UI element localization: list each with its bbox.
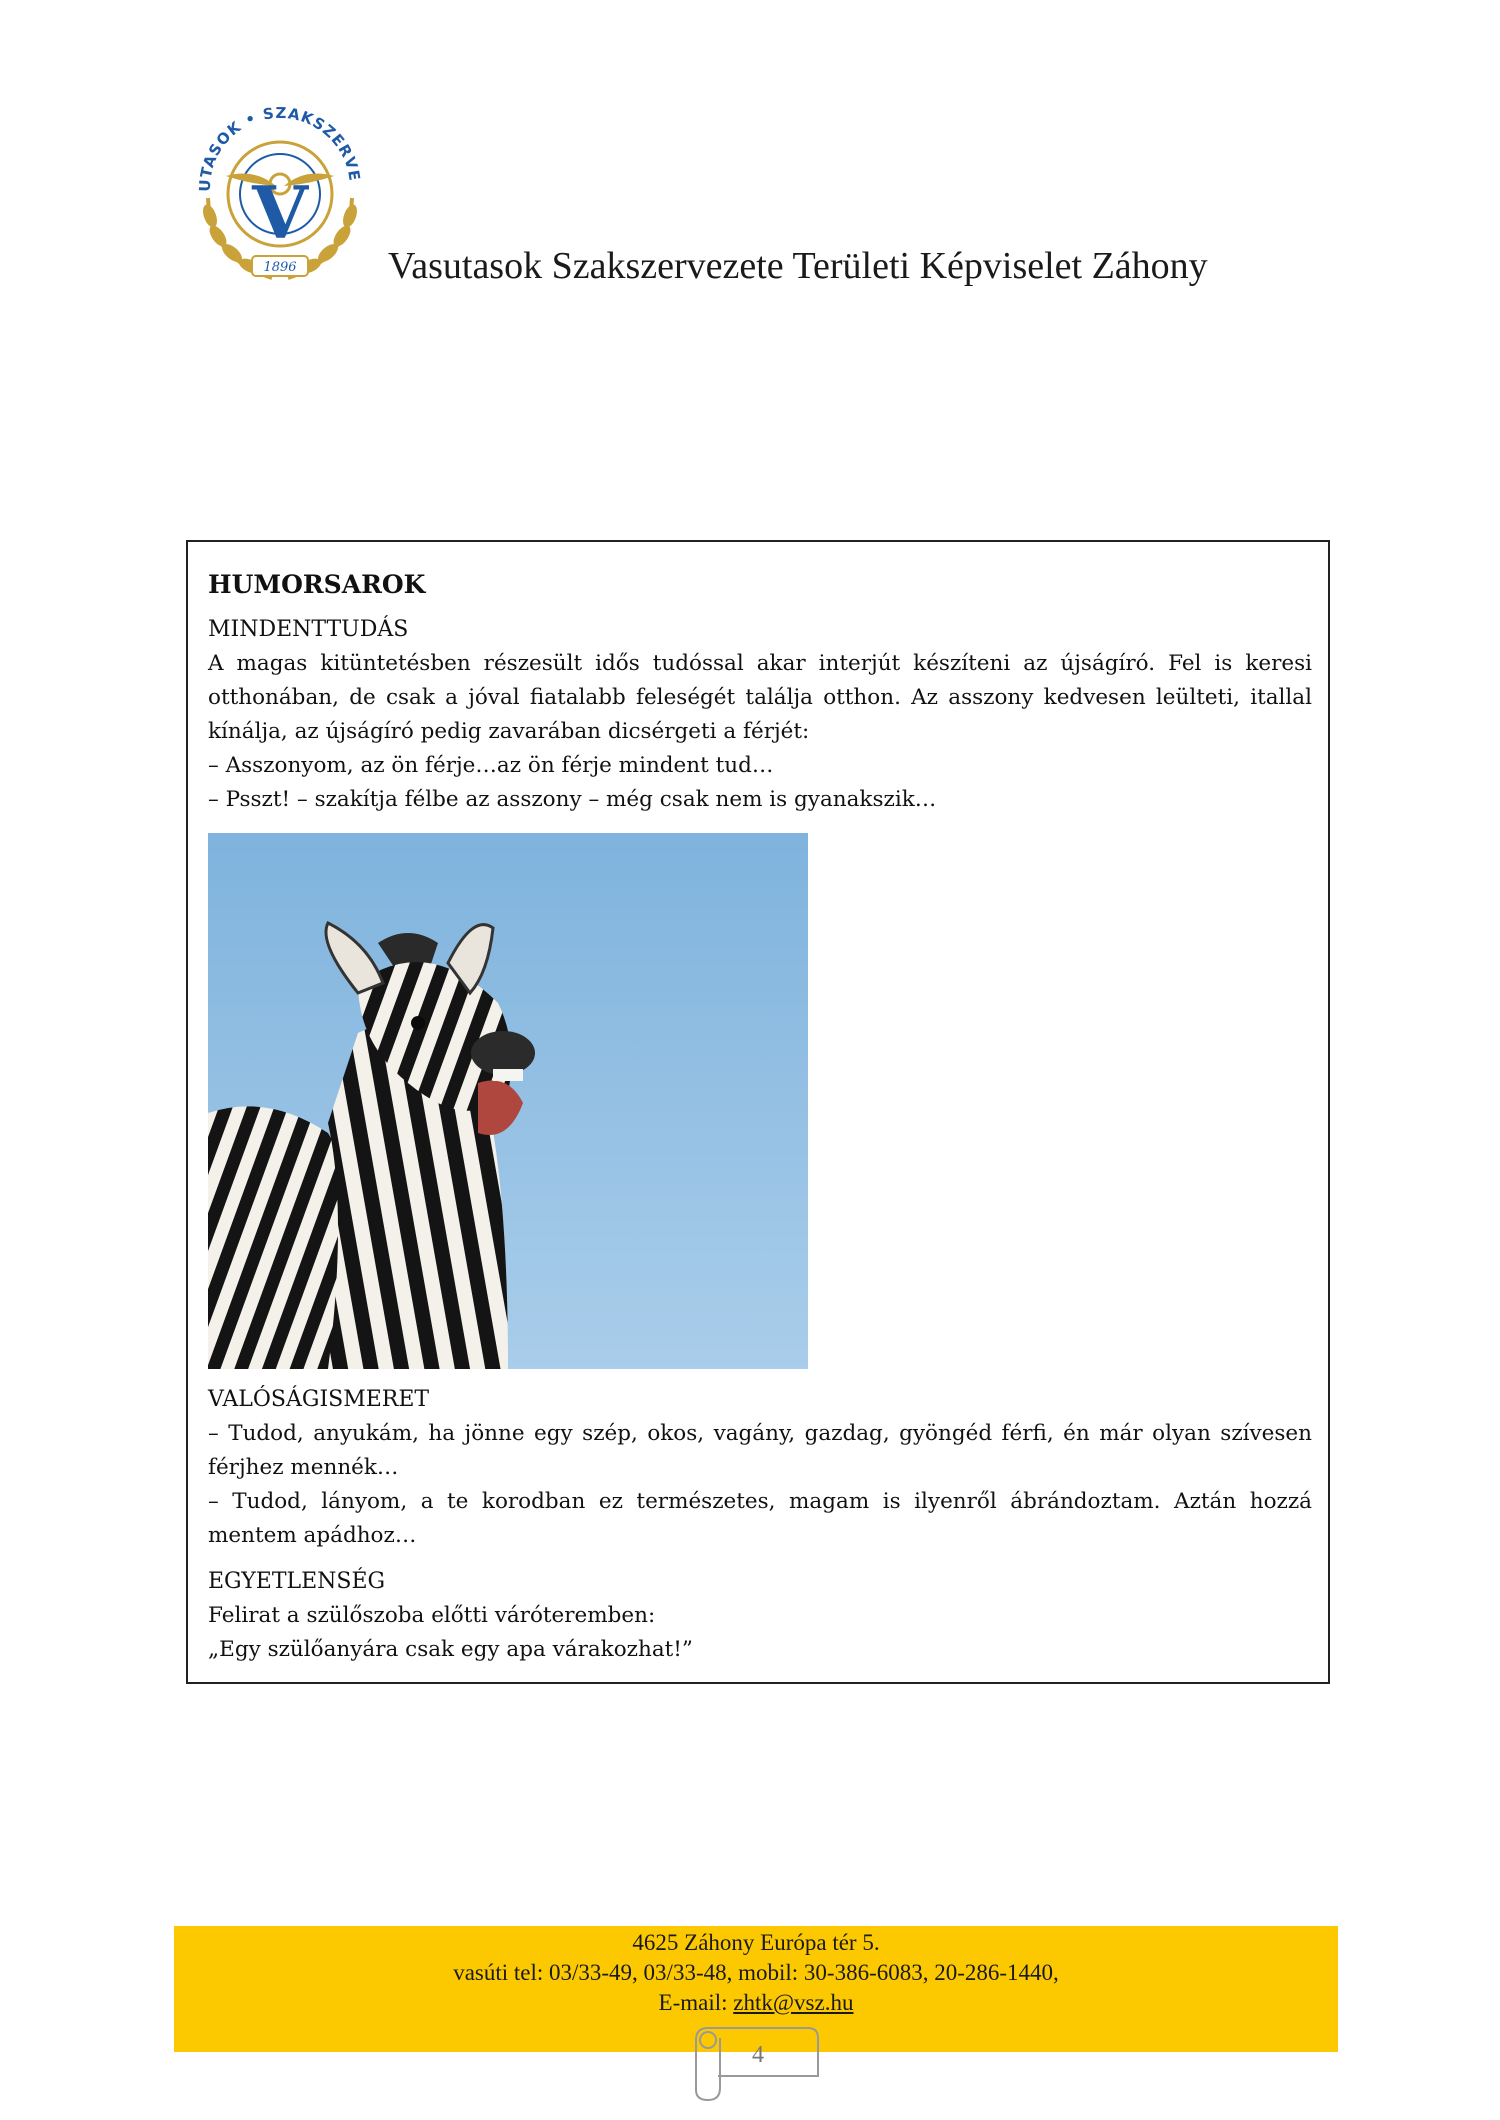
joke1-title: MINDENTTUDÁS xyxy=(208,617,409,642)
joke1-paragraph: A magas kitüntetésben részesült idős tudóssal akar interjút készíteni az újságíró. Fel is keresi otthonában, de csak a jóval fiatalabb feleségét találja otthon. Az asszony kedvesen leülteti, itallal kínálja, az újságíró pedig zavarában dicsérgeti a férjét: xyxy=(208,651,1312,744)
organization-title: Vasutasok Szakszervezete Területi Képviselet Záhony xyxy=(388,245,1208,287)
joke2-paragraph2: – Tudod, lányom, a te korodban ez természetes, magam is ilyenről ábrándoztam. Aztán hozzá mentem apádhoz… xyxy=(208,1489,1312,1548)
joke3-title: EGYETLENSÉG xyxy=(208,1569,386,1594)
logo-letter: V xyxy=(252,170,308,255)
section-heading: HUMORSAROK xyxy=(208,570,426,599)
laughing-zebra-photo xyxy=(208,833,808,1369)
footer-address: 4625 Záhony Európa tér 5. xyxy=(632,1930,880,1955)
page-number: 4 xyxy=(752,2042,764,2068)
footer-email-label: E-mail: xyxy=(658,1990,734,2015)
logo-arc-text: UTASOK • SZAKSZERVE xyxy=(195,103,364,192)
union-logo-emblem xyxy=(180,88,380,288)
logo-year: 1896 xyxy=(263,260,297,275)
joke1-line2: – Psszt! – szakítja félbe az asszony – még csak nem is gyanakszik… xyxy=(208,787,937,812)
joke1-line1: – Asszonyom, az ön férje…az ön férje mindent tud… xyxy=(208,753,774,778)
humor-corner-box xyxy=(186,540,1330,1684)
joke3-line2: „Egy szülőanyára csak egy apa várakozhat!” xyxy=(208,1637,693,1662)
humor-corner-content xyxy=(208,556,1312,1667)
page-number-scroll xyxy=(688,2012,828,2102)
footer-phones: vasúti tel: 03/33-49, 03/33-48, mobil: 30-386-6083, 20-286-1440, xyxy=(453,1960,1059,1985)
joke3-line1: Felirat a szülőszoba előtti váróteremben: xyxy=(208,1603,656,1628)
joke2-paragraph1: – Tudod, anyukám, ha jönne egy szép, okos, vagány, gazdag, gyöngéd férfi, én már olyan szívesen férjhez mennék… xyxy=(208,1421,1312,1480)
footer-email-link[interactable]: zhtk@vsz.hu xyxy=(733,1990,854,2015)
joke2-title: VALÓSÁGISMERET xyxy=(208,1387,430,1412)
union-logo xyxy=(180,88,380,288)
